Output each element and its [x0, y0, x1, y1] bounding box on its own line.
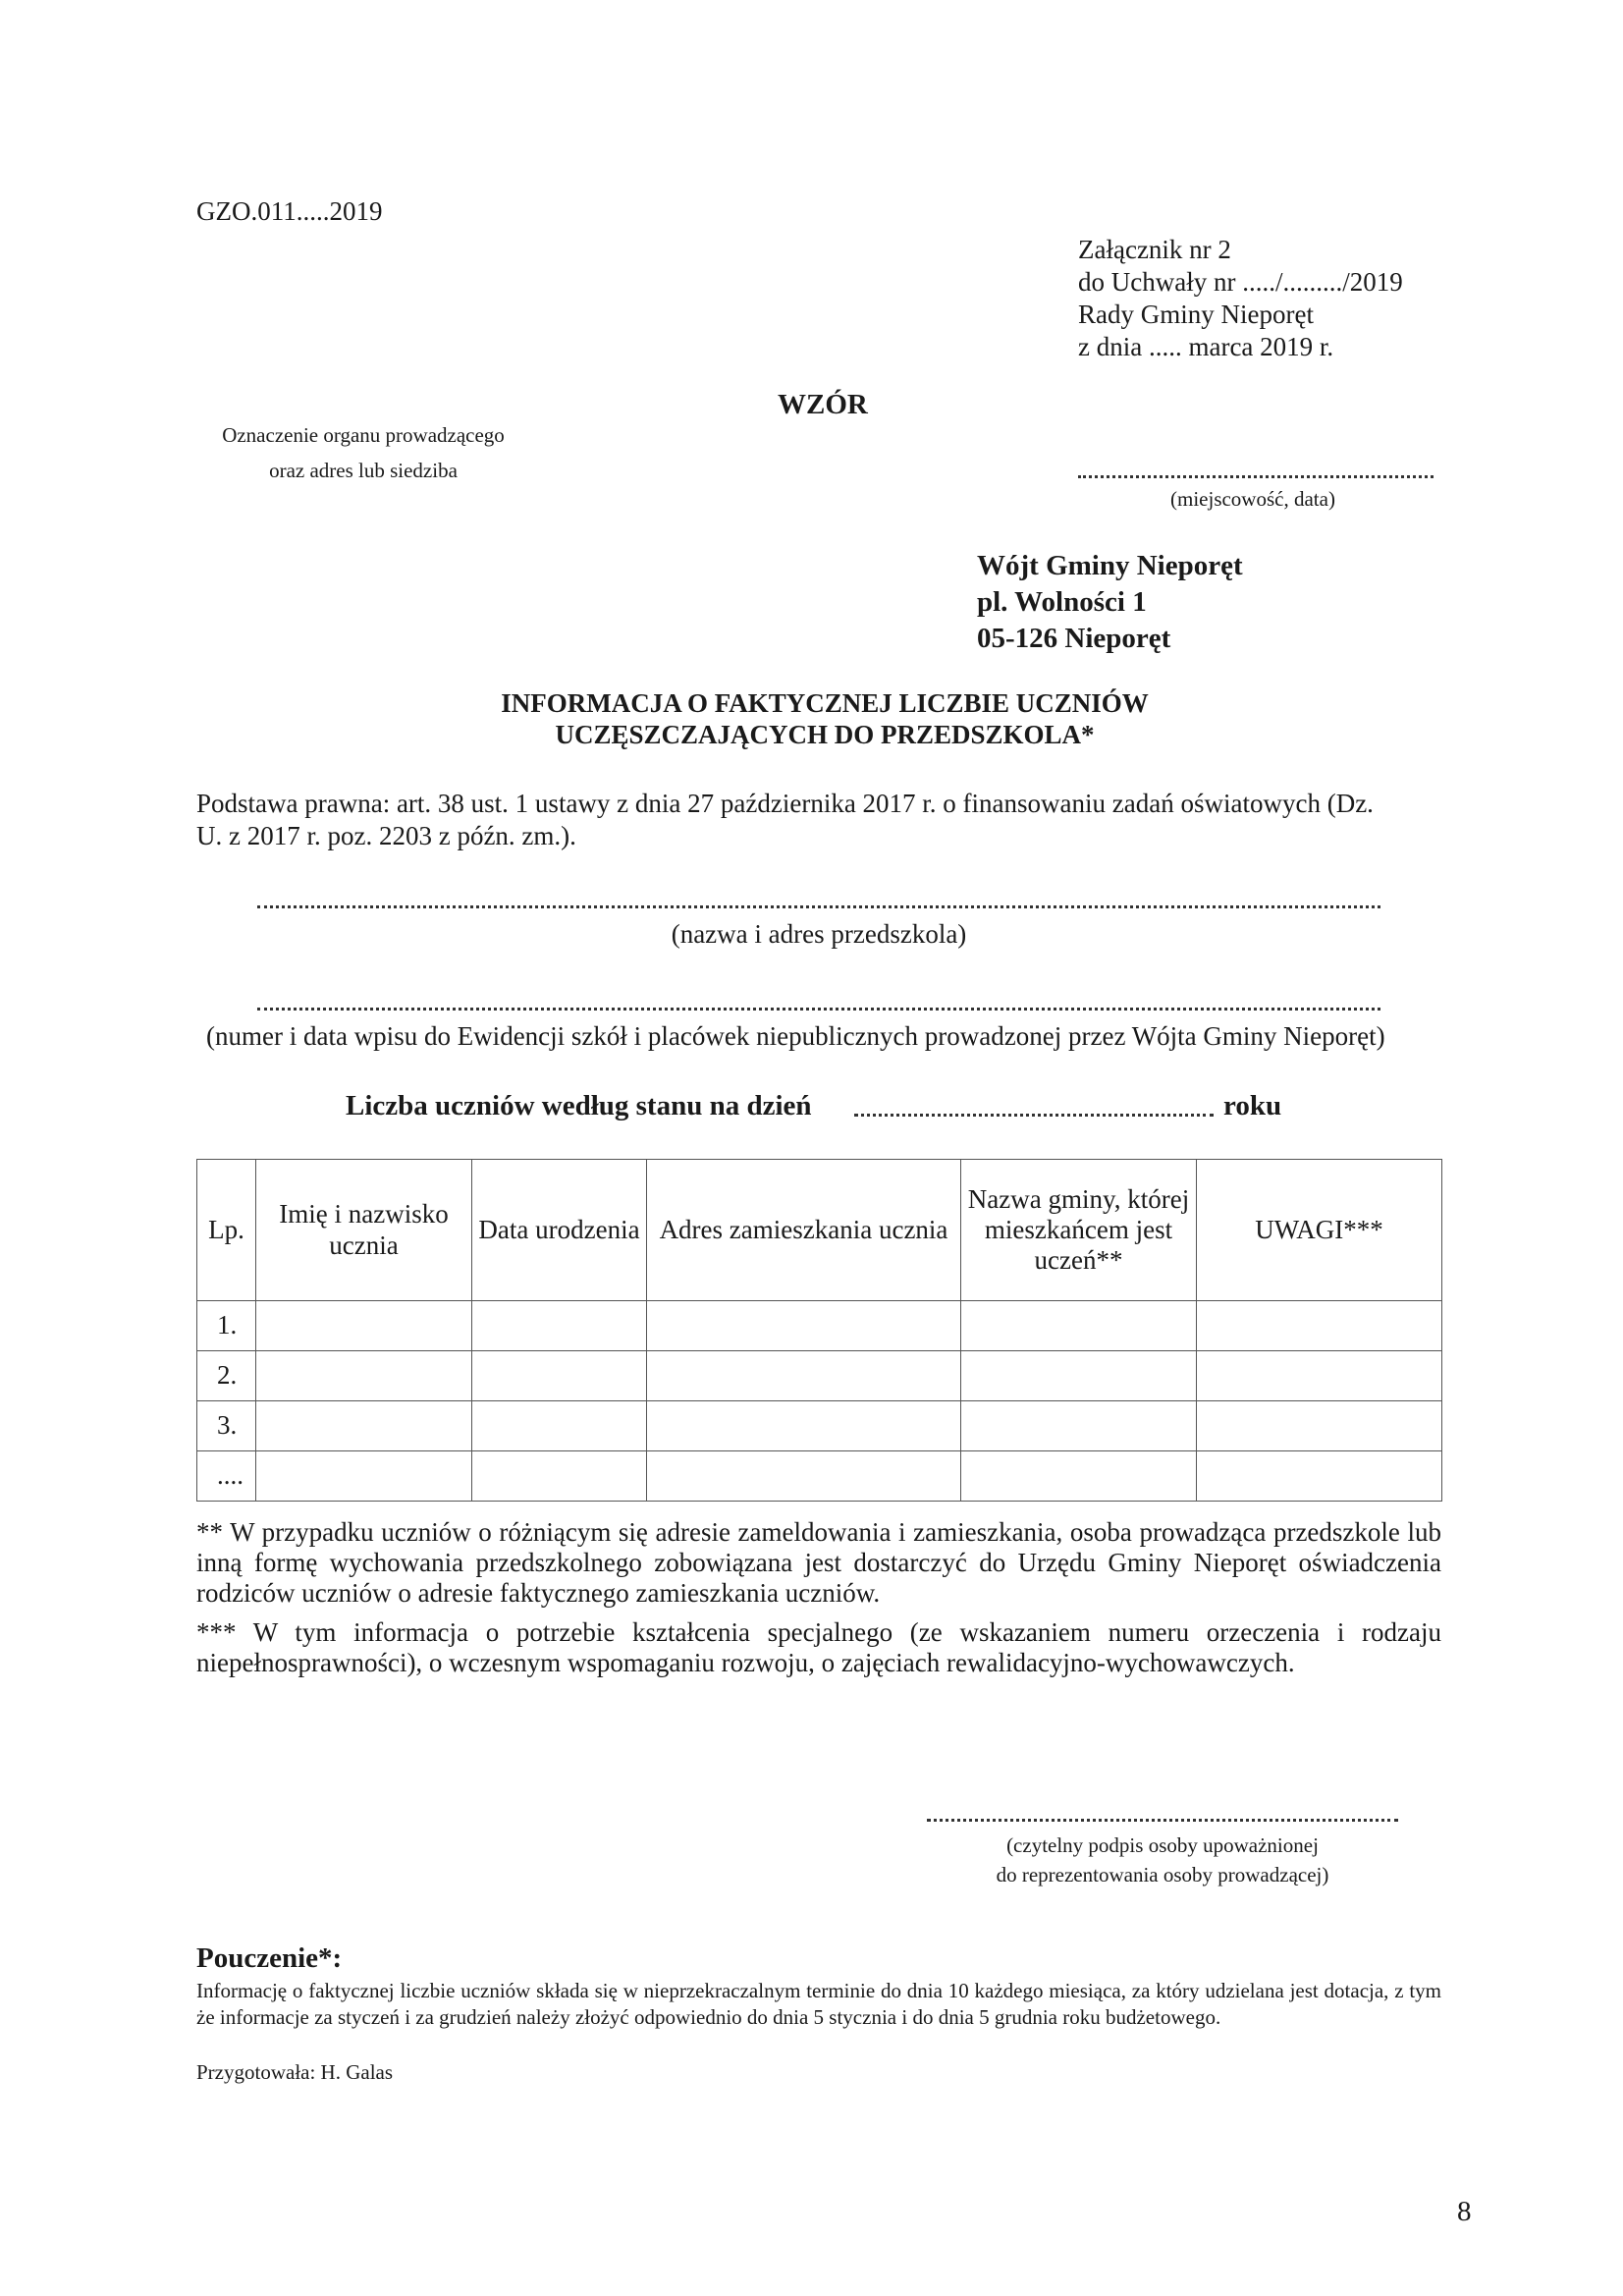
table-cell	[256, 1401, 472, 1451]
table-cell	[472, 1451, 647, 1502]
school-name-caption: (nazwa i adres przedszkola)	[671, 919, 967, 949]
table-cell	[647, 1401, 961, 1451]
legal-basis-line-1: Podstawa prawna: art. 38 ust. 1 ustawy z dnia 27 października 2017 r. o finansowaniu zadań oświatowych (Dz.	[196, 789, 1374, 818]
instruction-heading: Pouczenie*:	[196, 1942, 343, 1974]
table-cell	[472, 1401, 647, 1451]
header-birth-date: Data urodzenia	[472, 1160, 647, 1301]
table-cell	[1197, 1301, 1442, 1351]
table-cell	[647, 1351, 961, 1401]
count-line-prefix: Liczba uczniów według stanu na dzień	[346, 1090, 812, 1121]
header-name: Imię i nazwisko ucznia	[256, 1160, 472, 1301]
table-cell	[647, 1451, 961, 1502]
recipient-line: Wójt Gminy Nieporęt	[977, 550, 1243, 581]
signature-caption-line: (czytelny podpis osoby upoważnionej	[1006, 1833, 1319, 1857]
header-lp: Lp.	[197, 1160, 256, 1301]
signature-field	[927, 1819, 1398, 1822]
annex-line: z dnia ..... marca 2019 r.	[1078, 332, 1334, 361]
place-date-field	[1078, 475, 1434, 478]
table-cell	[647, 1301, 961, 1351]
table-row	[197, 1351, 1442, 1401]
legal-basis-line-2: U. z 2017 r. poz. 2203 z późn. zm.).	[196, 821, 576, 850]
header-address: Adres zamieszkania ucznia	[647, 1160, 961, 1301]
table-cell	[1197, 1401, 1442, 1451]
table-cell	[256, 1351, 472, 1401]
document-title	[393, 687, 1257, 750]
table-row	[197, 1451, 1442, 1502]
registry-field	[257, 1008, 1380, 1011]
table-header-row	[197, 1160, 1442, 1301]
table-cell	[961, 1451, 1197, 1502]
table-cell	[1197, 1451, 1442, 1502]
annex-block	[1078, 234, 1403, 363]
title-line-1: INFORMACJA O FAKTYCZNEJ LICZBIE UCZNIÓW	[501, 688, 1149, 718]
table-row	[197, 1401, 1442, 1451]
signature-caption-line: do reprezentowania osoby prowadzącej)	[996, 1863, 1329, 1886]
row-number: 3.	[197, 1401, 256, 1451]
table-cell	[961, 1301, 1197, 1351]
organ-line: Oznaczenie organu prowadzącego	[222, 423, 505, 447]
table-cell	[256, 1451, 472, 1502]
legal-basis	[196, 788, 1374, 852]
table-cell	[256, 1301, 472, 1351]
count-line-suffix: roku	[1223, 1090, 1282, 1121]
recipient-line: pl. Wolności 1	[977, 586, 1147, 618]
recipient-address	[977, 548, 1243, 657]
row-number: ....	[197, 1451, 256, 1502]
annex-line: Rady Gminy Nieporęt	[1078, 300, 1314, 329]
title-line-2: UCZĘSZCZAJĄCYCH DO PRZEDSZKOLA*	[555, 720, 1095, 749]
registry-caption: (numer i data wpisu do Ewidencji szkół i placówek niepublicznych prowadzonej przez Wójta Gminy Nieporęt)	[206, 1021, 1385, 1051]
header-municipality: Nazwa gminy, której mieszkańcem jest uczeń**	[961, 1160, 1197, 1301]
header-remarks: UWAGI***	[1197, 1160, 1442, 1301]
annex-line: Załącznik nr 2	[1078, 235, 1231, 264]
organ-block	[187, 417, 540, 488]
row-number: 1.	[197, 1301, 256, 1351]
table-cell	[472, 1351, 647, 1401]
count-date-field	[854, 1114, 1214, 1117]
row-number: 2.	[197, 1351, 256, 1401]
annex-line: do Uchwały nr ...../........./2019	[1078, 267, 1403, 297]
signature-caption	[927, 1831, 1398, 1889]
prepared-by: Przygotowała: H. Galas	[196, 2060, 394, 2084]
school-name-field	[257, 905, 1380, 908]
footnote-triple-star: *** W tym informacja o potrzebie kształcenia specjalnego (ze wskazaniem numeru orzeczenia i rodzaju niepełnosprawności), o wczesnym wspomaganiu rozwoju, o zajęciach rewalidacyjno-wychowawczych.	[196, 1617, 1441, 1677]
table-row	[197, 1301, 1442, 1351]
page-number: 8	[1457, 2196, 1472, 2227]
pupils-table	[196, 1159, 1442, 1502]
template-label: WZÓR	[778, 389, 868, 420]
place-date-caption: (miejscowość, data)	[1170, 487, 1335, 511]
table-cell	[1197, 1351, 1442, 1401]
table-cell	[472, 1301, 647, 1351]
table-cell	[961, 1351, 1197, 1401]
instruction-text: Informację o faktycznej liczbie uczniów składa się w nieprzekraczalnym terminie do dnia 10 każdego miesiąca, za który udzielana jest dotacja, z tym że informacje za styczeń i za grudzień należy złożyć odpowiednio do dnia 5 stycznia i do dnia 5 grudnia roku budżetowego.	[196, 1979, 1441, 2029]
recipient-line: 05-126 Nieporęt	[977, 623, 1171, 654]
footnote-double-star: ** W przypadku uczniów o różniącym się adresie zameldowania i zamieszkania, osoba prowadząca przedszkole lub inną formę wychowania przedszkolnego zobowiązana jest dostarczyć do Urzędu Gminy Nieporęt oświadczenia rodziców uczniów o adresie faktycznego zamieszkania uczniów.	[196, 1517, 1441, 1608]
organ-line: oraz adres lub siedziba	[269, 459, 458, 482]
document-reference: GZO.011.....2019	[196, 196, 383, 226]
table-cell	[961, 1401, 1197, 1451]
